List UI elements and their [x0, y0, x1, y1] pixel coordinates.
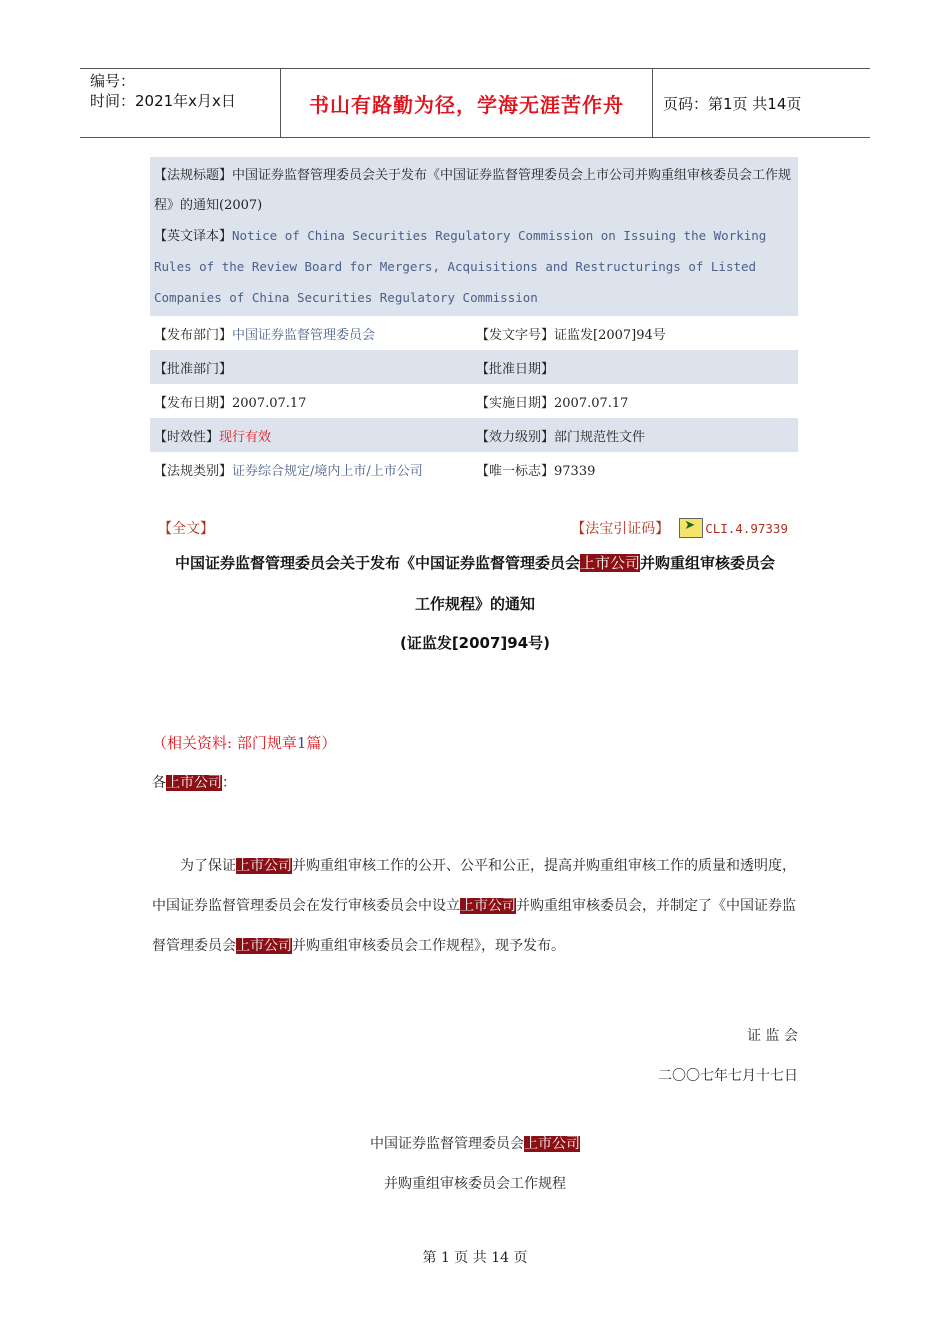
level-value: 部门规范性文件: [554, 429, 646, 445]
highlight-keyword: 上市公司: [524, 1136, 580, 1152]
signer: 证 监 会: [747, 1028, 798, 1044]
metadata-table: [150, 157, 798, 486]
meta-row-category: 【法规类别】证券综合规定/境内上市/上市公司 【唯一标志】97339: [154, 463, 596, 479]
meta-row-issuer: 【发布部门】中国证券监督管理委员会 【发文字号】证监发[2007]94号: [154, 327, 666, 343]
english-translation[interactable]: 【英文译本】Notice of China Securities Regulatory Commission on Issuing the Working Rules of the Review Board for Mergers, Acquisitions and Restructurings of Listed Companies of China Securities Regulatory Commission: [154, 228, 767, 305]
citation: [571, 518, 788, 538]
category-link[interactable]: 证券综合规定/境内上市/上市公司: [232, 463, 423, 479]
publish-date: 2007.07.17: [232, 395, 307, 411]
highlight-keyword: 上市公司: [236, 858, 292, 874]
meta-row-validity: 【时效性】现行有效 【效力级别】部门规范性文件: [150, 418, 798, 452]
fulltext-row: [150, 514, 800, 540]
meta-row-approval: 【批准部门】 【批准日期】: [150, 350, 798, 384]
highlight-keyword: 上市公司: [236, 938, 292, 954]
highlight-keyword: 上市公司: [579, 554, 640, 572]
effective-date: 2007.07.17: [554, 395, 629, 411]
doc-no-value: 证监发[2007]94号: [554, 327, 666, 343]
meta-row-dates: 【发布日期】2007.07.17 【实施日期】2007.07.17: [154, 395, 629, 411]
unique-id: 97339: [554, 463, 596, 479]
citation-label: 【法宝引证码】: [571, 521, 670, 537]
header-left: [80, 69, 280, 137]
doc-title-line2: 工作规程》的通知: [414, 595, 535, 613]
citation-code[interactable]: CLI.4.97339: [705, 520, 788, 536]
highlight-keyword: 上市公司: [166, 775, 222, 791]
citation-arrow-icon[interactable]: [679, 518, 703, 538]
validity-value: 现行有效: [219, 429, 272, 445]
page-header: [80, 68, 870, 138]
header-page-info: 页码：第1页 共14页: [663, 94, 802, 113]
highlight-keyword: 上市公司: [460, 898, 516, 914]
doc-title-line1: 中国证券监督管理委员会关于发布《中国证券监督管理委员会上市公司并购重组审核委员会: [174, 554, 776, 572]
title-block: [150, 157, 798, 316]
regulation-title: 【法规标题】中国证券监督管理委员会关于发布《中国证券监督管理委员会上市公司并购重组审核委员会工作规程》的通知(2007): [154, 168, 792, 213]
issuer-link[interactable]: 中国证券监督管理委员会: [232, 327, 376, 343]
header-motto: 书山有路勤为径，学海无涯苦作舟: [280, 69, 653, 137]
sub-title-line2: 并购重组审核委员会工作规程: [384, 1176, 566, 1192]
body-paragraph: 为了保证上市公司并购重组审核工作的公开、公平和公正，提高并购重组审核工作的质量和透明度，中国证券监督管理委员会在发行审核委员会中设立上市公司并购重组审核委员会，并制定了《中国证券监督管理委员会上市公司并购重组审核委员会工作规程》，现予发布。: [152, 858, 796, 954]
english-translation-link[interactable]: Notice of China Securities Regulatory Commission on Issuing the Working Rules of the Review Board for Mergers, Acquisitions and Restructurings of Listed Companies of China Securities Regulatory Commission: [154, 228, 767, 305]
page-footer: 第 1 页 共 14 页: [422, 1250, 528, 1266]
fulltext-label: 【全文】: [158, 521, 214, 537]
time-label: 时间：2021年x月x日: [90, 92, 236, 110]
sign-date: 二〇〇七年七月十七日: [658, 1068, 798, 1084]
number-label: 编号：: [90, 72, 136, 90]
doc-number: (证监发[2007]94号): [399, 634, 551, 652]
sub-title-line1: 中国证券监督管理委员会上市公司: [370, 1136, 580, 1152]
salutation: 各上市公司：: [152, 775, 236, 791]
related-materials-link[interactable]: （相关资料: 部门规章1篇）: [152, 734, 337, 752]
